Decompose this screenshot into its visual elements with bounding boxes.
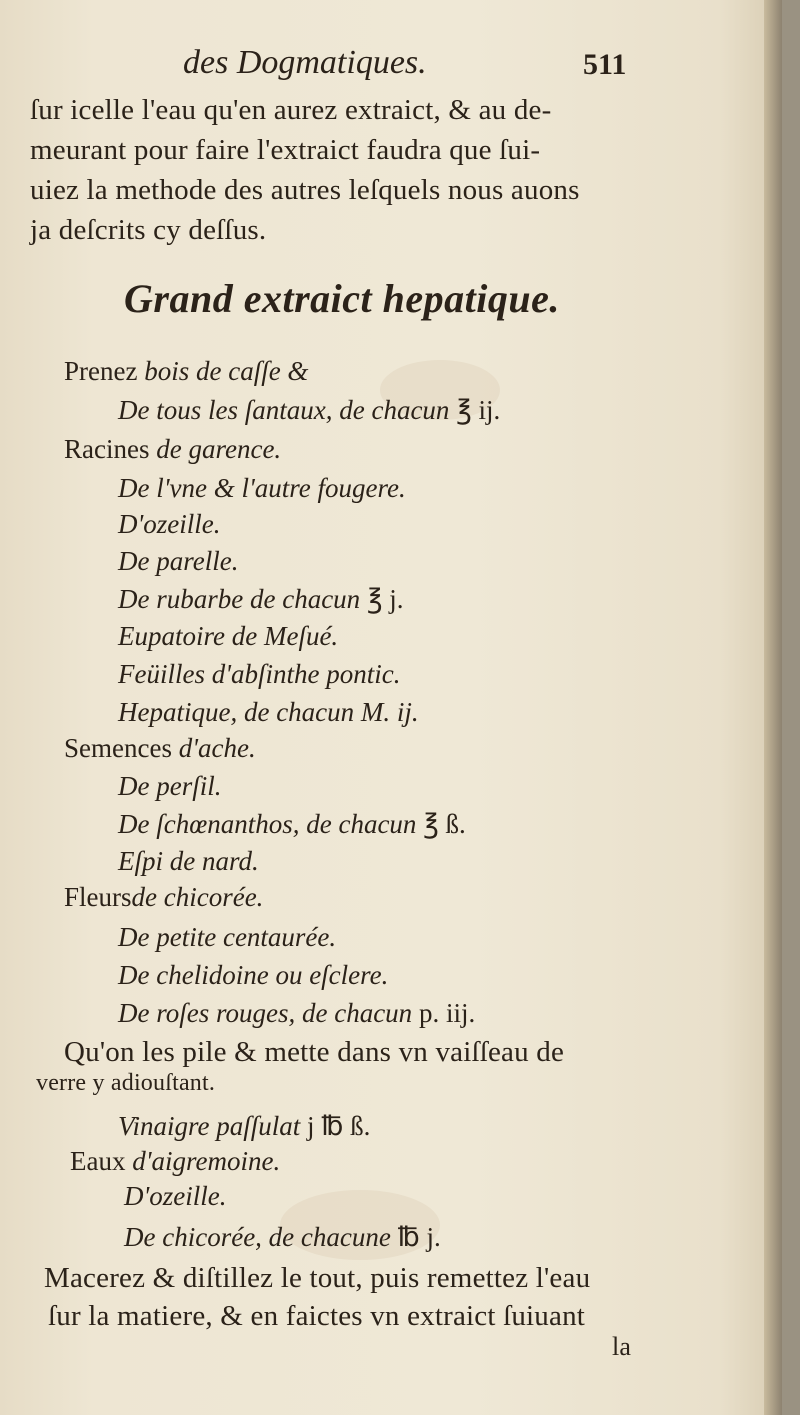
recipe-line: Prenez bois de caſſe & bbox=[64, 356, 309, 386]
recipe-line: Vinaigre paſſulat j ℔ ß. bbox=[118, 1111, 371, 1141]
intro-line: ja deſcrits cy deſſus. bbox=[30, 214, 267, 246]
body-line: Qu'on les pile & mette dans vn vaiſſeau de bbox=[64, 1036, 565, 1068]
recipe-line: Racines de garence. bbox=[64, 434, 282, 464]
intro-line: ſur icelle l'eau qu'en aurez extraict, & au de- bbox=[30, 94, 552, 126]
recipe-line: De petite centaurée. bbox=[118, 922, 337, 952]
recipe-line: De chelidoine ou eſclere. bbox=[118, 960, 389, 990]
recipe-line: De ſchœnanthos, de chacun ℥ ß. bbox=[118, 809, 466, 839]
recipe-line: De rubarbe de chacun ℥ j. bbox=[118, 584, 404, 614]
running-title: des Dogmatiques. bbox=[183, 44, 427, 81]
body-line: verre y adiouſtant. bbox=[36, 1070, 216, 1096]
recipe-line: Eaux d'aigremoine. bbox=[70, 1146, 281, 1176]
recipe-line: De parelle. bbox=[118, 546, 239, 576]
section-title: Grand extraict hepatique. bbox=[124, 276, 560, 321]
page-number: 511 bbox=[583, 48, 627, 81]
recipe-line: Semences d'ache. bbox=[64, 733, 256, 763]
recipe-line: Feüilles d'abſinthe pontic. bbox=[118, 659, 401, 689]
page-gutter-shadow bbox=[764, 0, 782, 1415]
recipe-line: De roſes rouges, de chacun p. iij. bbox=[118, 998, 476, 1028]
recipe-line: De tous les ſantaux, de chacun ℥ ij. bbox=[118, 395, 501, 425]
recipe-line: D'ozeille. bbox=[118, 509, 221, 539]
recipe-line: De perſil. bbox=[118, 771, 222, 801]
body-line: ſur la matiere, & en faictes vn extraict ſuiuant bbox=[48, 1300, 586, 1332]
recipe-line: Eupatoire de Meſué. bbox=[118, 621, 339, 651]
recipe-line: De l'vne & l'autre fougere. bbox=[118, 473, 406, 503]
recipe-line: Fleursde chicorée. bbox=[64, 882, 264, 912]
intro-line: uiez la methode des autres leſquels nous auons bbox=[30, 174, 580, 206]
recipe-line: De chicorée, de chacune ℔ j. bbox=[124, 1222, 441, 1252]
recipe-line: Hepatique, de chacun M. ij. bbox=[118, 697, 419, 727]
recipe-line: Eſpi de nard. bbox=[118, 846, 259, 876]
body-line: Macerez & diſtillez le tout, puis remettez l'eau bbox=[44, 1262, 591, 1294]
recipe-line: D'ozeille. bbox=[124, 1181, 227, 1211]
intro-line: meurant pour faire l'extraict faudra que ſui- bbox=[30, 134, 541, 166]
catchword: la bbox=[612, 1332, 632, 1361]
